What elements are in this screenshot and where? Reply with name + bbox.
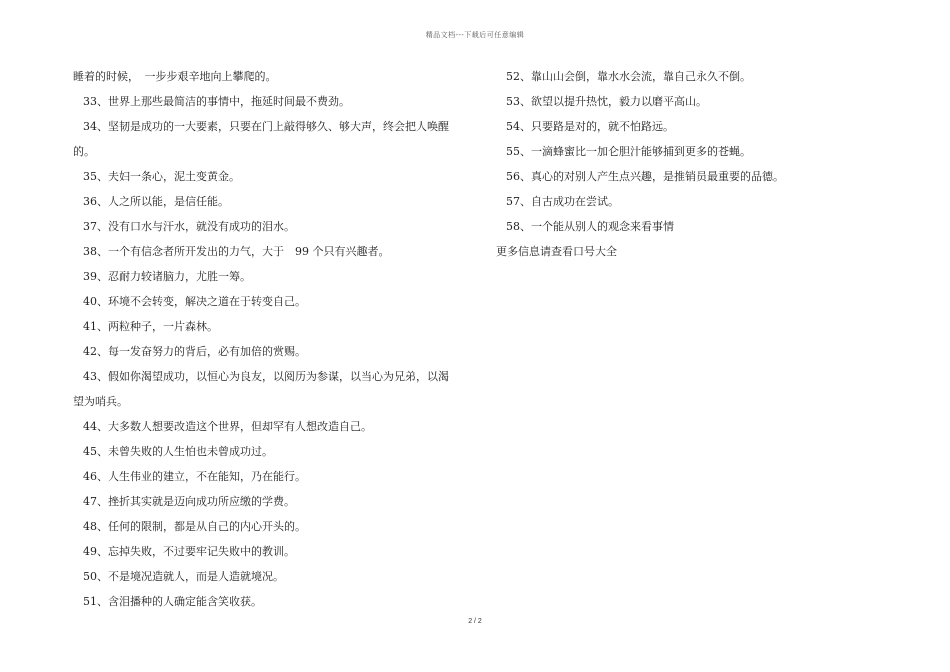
text-line: 37、没有口水与汗水，就没有成功的泪水。 bbox=[83, 220, 295, 233]
text-line: 52、靠山山会倒，靠水水会流，靠自己永久不倒。 bbox=[506, 70, 751, 83]
page-number: 2 / 2 bbox=[468, 618, 482, 625]
text-line: 57、自古成功在尝试。 bbox=[506, 195, 619, 208]
text-line: 47、挫折其实就是迈向成功所应缴的学费。 bbox=[83, 495, 295, 508]
left-text-column bbox=[73, 64, 465, 614]
text-line: 39、忍耐力较诸脑力，尤胜一筹。 bbox=[83, 270, 251, 283]
text-line: 34、坚韧是成功的一大要素，只要在门上敲得够久、够大声，终会把人唤醒 bbox=[83, 120, 449, 133]
text-line: 53、欲望以提升热忱，毅力以磨平高山。 bbox=[506, 95, 707, 108]
text-line: 46、人生伟业的建立，不在能知，乃在能行。 bbox=[83, 470, 306, 483]
text-line: 55、一滴蜂蜜比一加仑胆汁能够捕到更多的苍蝇。 bbox=[506, 145, 751, 158]
text-line: 33、世界上那些最简洁的事情中，拖延时间最不费劲。 bbox=[83, 95, 350, 108]
text-line: 42、每一发奋努力的背后，必有加倍的赏赐。 bbox=[83, 345, 306, 358]
text-line: 36、人之所以能，是信任能。 bbox=[83, 195, 229, 208]
text-line: 40、环境不会转变，解决之道在于转变自己。 bbox=[83, 295, 306, 308]
text-line: 58、一个能从别人的观念来看事情 bbox=[506, 220, 674, 233]
text-line: 56、真心的对别人产生点兴趣，是推销员最重要的品德。 bbox=[506, 170, 784, 183]
text-line: 45、未曾失败的人生怕也未曾成功过。 bbox=[83, 445, 273, 458]
text-line: 睡着的时候， 一步步艰辛地向上攀爬的。 bbox=[73, 70, 277, 83]
text-line: 48、任何的限制，都是从自己的内心开头的。 bbox=[83, 520, 306, 533]
page-header: 精品文档---下载后可任意编辑 bbox=[425, 31, 525, 39]
text-line: 更多信息请查看口号大全 bbox=[496, 245, 617, 258]
text-line: 50、不是境况造就人，而是人造就境况。 bbox=[83, 570, 284, 583]
text-line: 的。 bbox=[73, 145, 95, 158]
text-line: 43、假如你渴望成功，以恒心为良友，以阅历为参谋，以当心为兄弟，以渴 bbox=[83, 370, 449, 383]
text-line: 54、只要路是对的，就不怕路远。 bbox=[506, 120, 674, 133]
right-text-column bbox=[496, 64, 876, 264]
text-line: 49、忘掉失败，不过要牢记失败中的教训。 bbox=[83, 545, 295, 558]
text-line: 51、含泪播种的人确定能含笑收获。 bbox=[83, 595, 262, 608]
text-line: 41、两粒种子，一片森林。 bbox=[83, 320, 218, 333]
text-line: 38、一个有信念者所开发出的力气，大于 99 个只有兴趣者。 bbox=[83, 245, 390, 258]
text-line: 35、夫妇一条心，泥土变黄金。 bbox=[83, 170, 240, 183]
text-line: 44、大多数人想要改造这个世界，但却罕有人想改造自己。 bbox=[83, 420, 372, 433]
text-line: 望为哨兵。 bbox=[73, 395, 128, 408]
